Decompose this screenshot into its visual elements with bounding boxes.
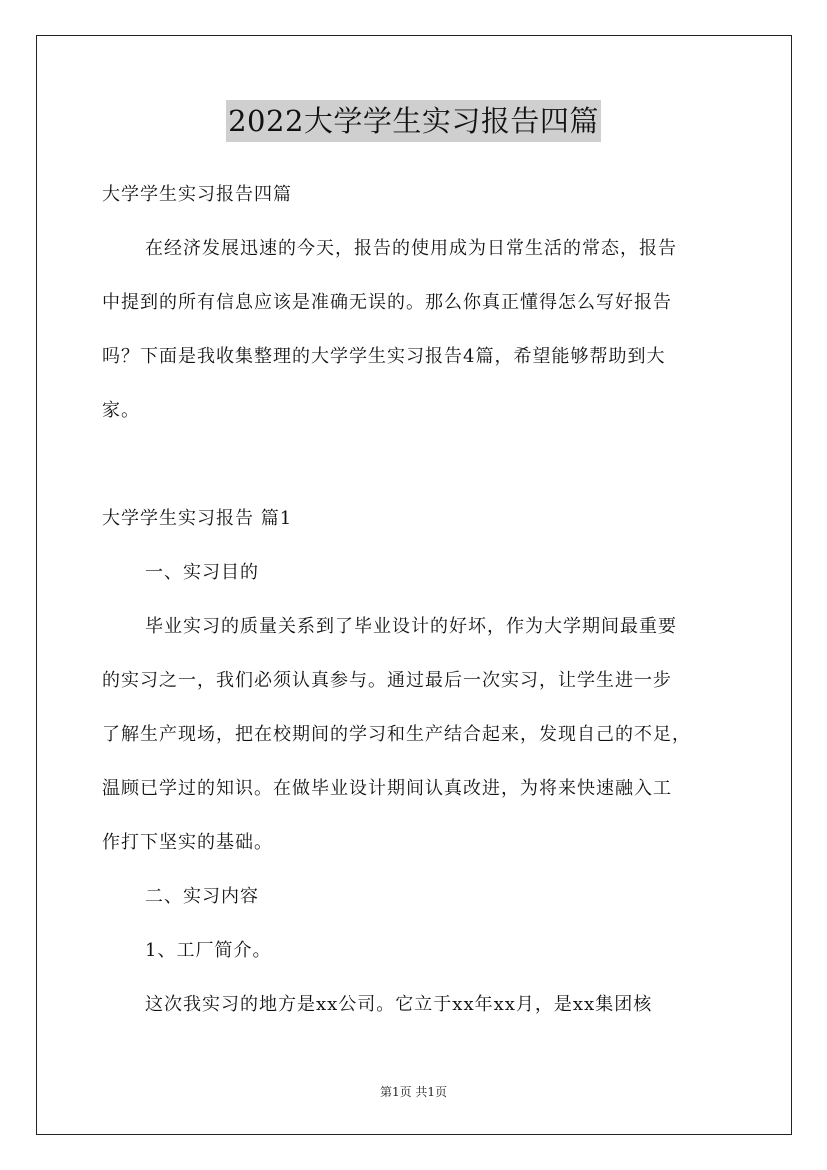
purpose-line-4: 温顾已学过的知识。在做毕业设计期间认真改进，为将来快速融入工 (102, 778, 672, 799)
document-subtitle: 大学学生实习报告四篇 (102, 184, 292, 205)
page-number-footer: 第1页 共1页 (379, 1085, 448, 1099)
section-heading: 大学学生实习报告 篇1 (102, 508, 293, 529)
purpose-line-1: 毕业实习的质量关系到了毕业设计的好坏，作为大学期间最重要 (145, 616, 677, 637)
purpose-line-2: 的实习之一，我们必须认真参与。通过最后一次实习，让学生进一步 (102, 670, 672, 691)
purpose-line-3: 了解生产现场，把在校期间的学习和生产结合起来，发现自己的不足， (102, 724, 691, 745)
purpose-line-5: 作打下坚实的基础。 (102, 832, 273, 853)
factory-heading: 1、工厂简介。 (145, 940, 272, 961)
factory-line-1: 这次我实习的地方是xx公司。它立于xx年xx月，是xx集团核 (145, 994, 653, 1015)
purpose-heading: 一、实习目的 (145, 562, 259, 583)
intro-line-4: 家。 (102, 400, 140, 421)
intro-line-1: 在经济发展迅速的今天，报告的使用成为日常生活的常态，报告 (145, 238, 677, 259)
content-heading: 二、实习内容 (145, 886, 259, 907)
intro-line-3: 吗？下面是我收集整理的大学学生实习报告4篇，希望能够帮助到大 (102, 346, 666, 367)
intro-line-2: 中提到的所有信息应该是准确无误的。那么你真正懂得怎么写好报告 (102, 292, 672, 313)
document-title: 2022大学学生实习报告四篇 (226, 100, 601, 142)
